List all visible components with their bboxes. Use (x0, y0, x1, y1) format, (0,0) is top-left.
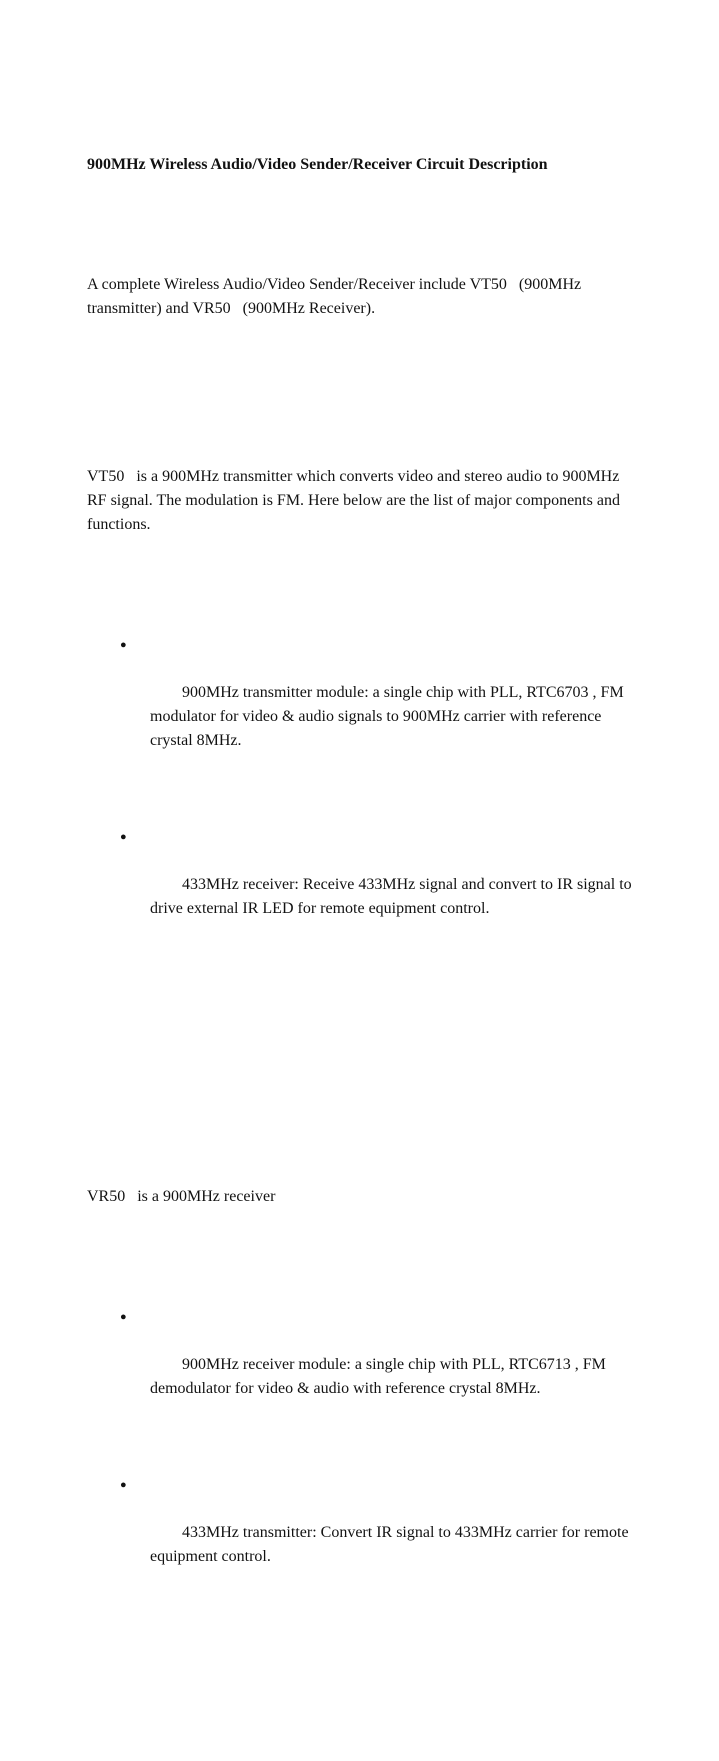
intro-paragraph: A complete Wireless Audio/Video Sender/Receiver include VT50 (900MHz transmitter) and VR50 (900MHz Receiver). (87, 276, 586, 317)
document-title: 900MHz Wireless Audio/Video Sender/Receiver Circuit Description (87, 156, 548, 173)
bullet-icon: ● (120, 639, 127, 651)
list-item (87, 633, 639, 777)
vt50-lead-paragraph: VT50 is a 900MHz transmitter which converts video and stereo audio to 900MHz RF signal. The modulation is FM. Here below are the list of major components and functions. (87, 468, 624, 533)
bullet-icon: ● (120, 1311, 127, 1323)
vt50-section (87, 417, 639, 1041)
bullet-text: 433MHz receiver: Receive 433MHz signal and convert to IR signal to drive external IR LED for remote equipment control. (150, 876, 636, 917)
bullet-text: 900MHz transmitter module: a single chip with PLL, RTC6703 , FM modulator for video & audio signals to 900MHz carrier with reference crystal 8MHz. (150, 684, 628, 749)
list-item (87, 825, 639, 945)
vt50-bullet-list (87, 585, 639, 993)
bullet-icon: ● (120, 1479, 127, 1491)
bullet-text: 433MHz transmitter: Convert IR signal to 433MHz carrier for remote equipment control. (150, 1524, 633, 1565)
vr50-lead-paragraph: VR50 is a 900MHz receiver (87, 1188, 276, 1205)
bullet-text: 900MHz receiver module: a single chip with PLL, RTC6713 , FM demodulator for video & audio with reference crystal 8MHz. (150, 1356, 610, 1397)
vr50-bullet-list (87, 1257, 639, 1641)
list-item (87, 1473, 639, 1593)
list-item (87, 1305, 639, 1425)
vr50-section (87, 1137, 639, 1689)
bullet-icon: ● (120, 831, 127, 843)
